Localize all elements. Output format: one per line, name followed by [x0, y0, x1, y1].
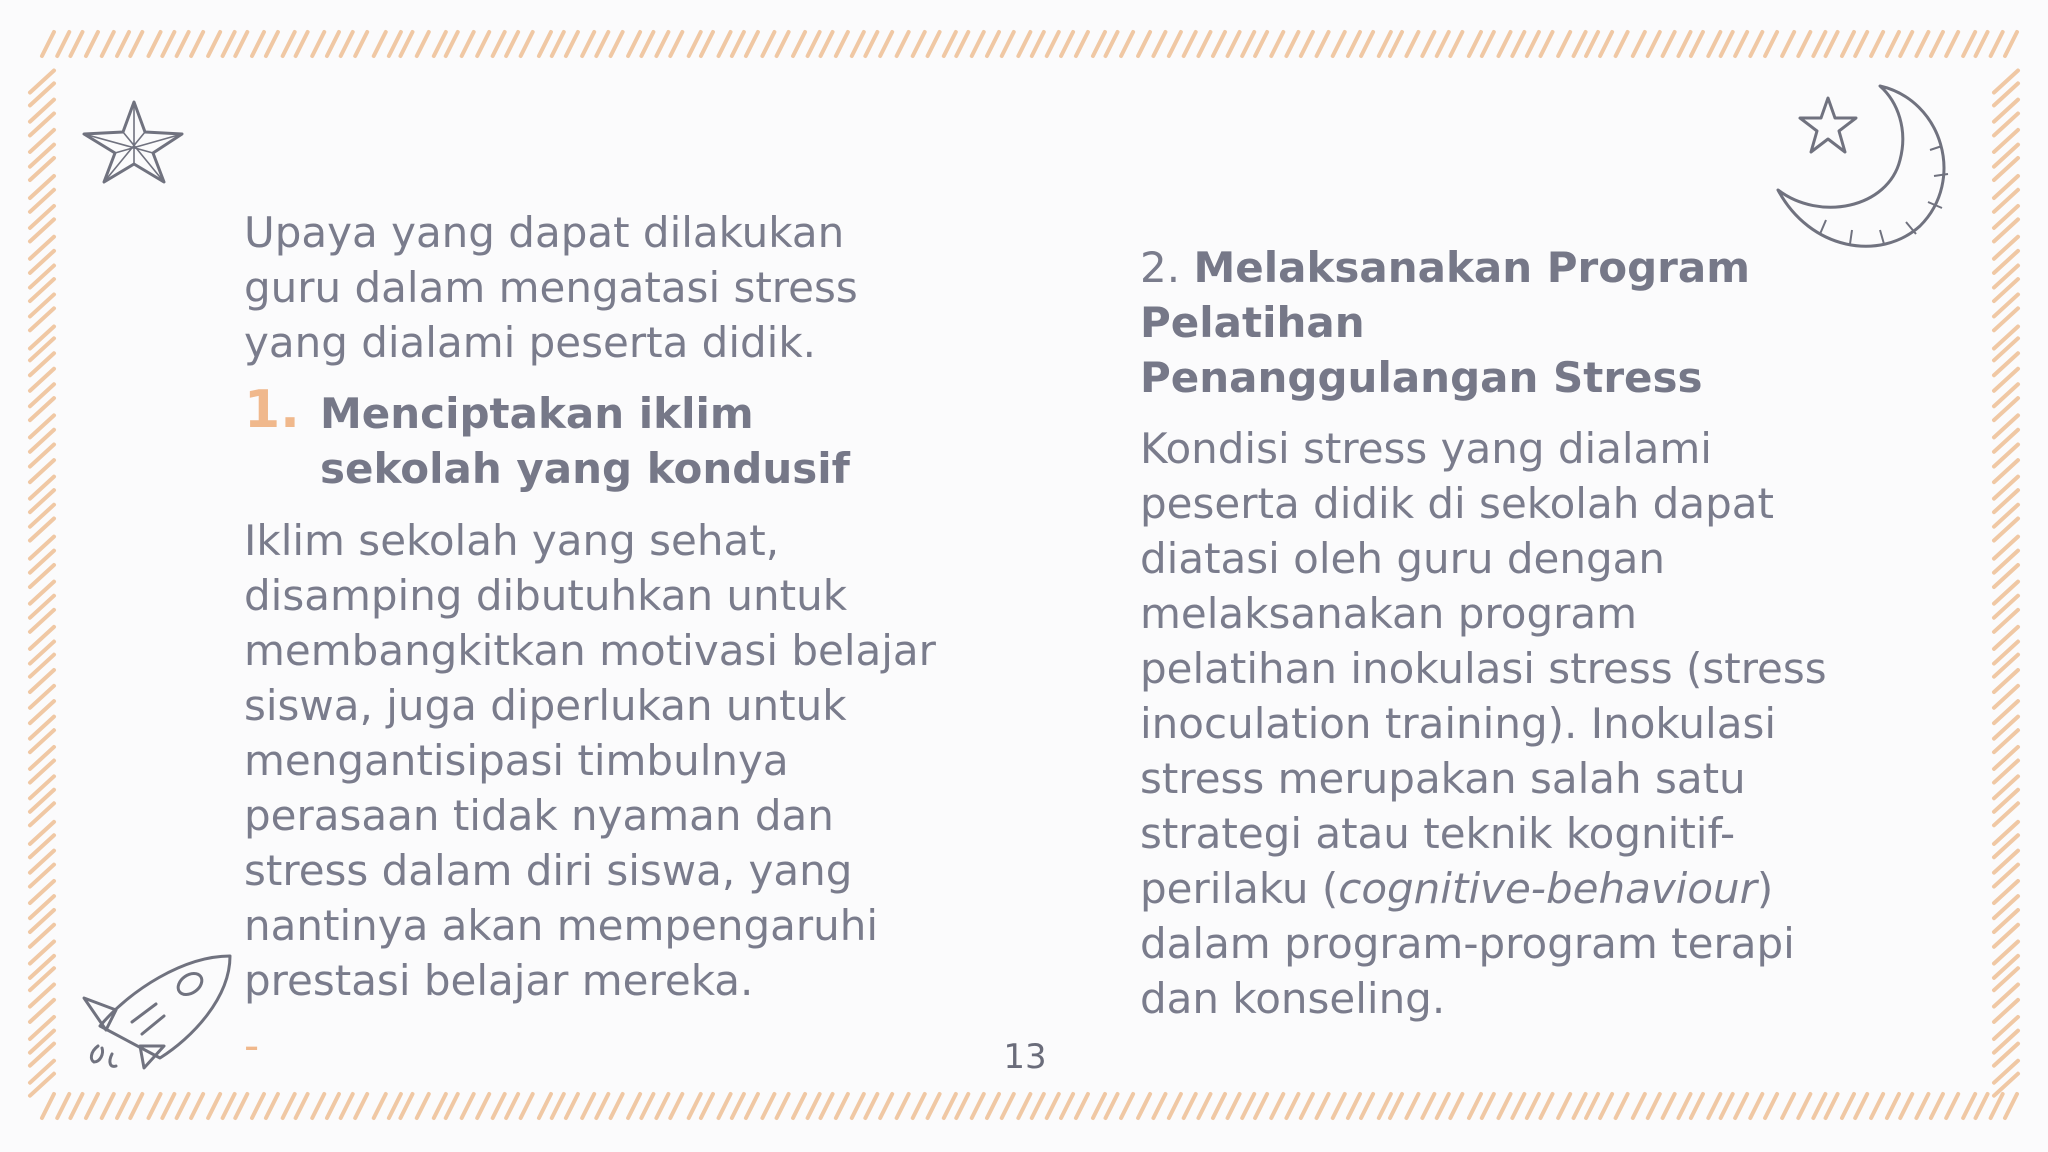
border-hatch-stroke [1498, 32, 1510, 56]
border-hatch-stroke [1541, 32, 1553, 56]
border-hatch-stroke [1121, 1094, 1133, 1118]
border-hatch-stroke [1076, 1094, 1088, 1118]
border-hatch-stroke [1735, 1094, 1747, 1118]
border-hatch-stroke [1633, 32, 1645, 56]
border-hatch-stroke [191, 1094, 203, 1118]
item-2-heading [1140, 240, 1760, 405]
border-hatch-stroke [1900, 32, 1912, 56]
border-hatch-stroke [762, 1094, 774, 1118]
border-hatch-stroke [1994, 327, 2018, 349]
border-hatch-stroke [1271, 1094, 1283, 1118]
border-hatch-stroke [539, 32, 551, 56]
border-hatch-stroke [506, 32, 518, 56]
border-hatch-stroke [1633, 1094, 1645, 1118]
border-hatch-stroke [1586, 1094, 1598, 1118]
border-hatch-stroke [1047, 32, 1059, 56]
moon-star-icon [1770, 80, 1970, 255]
border-hatch-stroke [57, 1094, 69, 1118]
border-hatch-stroke [1691, 32, 1703, 56]
border-hatch-stroke [944, 1094, 956, 1118]
border-hatch-stroke [1348, 1094, 1360, 1118]
border-hatch-stroke [266, 32, 278, 56]
border-hatch-stroke [1963, 32, 1975, 56]
border-hatch-stroke [70, 1094, 82, 1118]
border-hatch-stroke [1093, 32, 1105, 56]
border-hatch-stroke [521, 32, 533, 56]
border-hatch-stroke [777, 1094, 789, 1118]
border-hatch-stroke [1138, 32, 1150, 56]
border-hatch-stroke [852, 1094, 864, 1118]
border-hatch-stroke [865, 32, 877, 56]
border-hatch-stroke [689, 32, 701, 56]
border-hatch-stroke [628, 32, 640, 56]
border-hatch-stroke [1169, 32, 1181, 56]
border-hatch-stroke [70, 32, 82, 56]
border-hatch-stroke [628, 1094, 640, 1118]
border-hatch-stroke [2005, 1094, 2017, 1118]
border-hatch-stroke [793, 32, 805, 56]
border-hatch-stroke [1855, 1094, 1867, 1118]
border-hatch-stroke [1002, 32, 1014, 56]
border-hatch-stroke [1887, 1094, 1899, 1118]
border-hatch-stroke [539, 1094, 551, 1118]
border-hatch-stroke [1871, 32, 1883, 56]
border-hatch-stroke [1361, 32, 1373, 56]
border-hatch-stroke [327, 1094, 339, 1118]
border-hatch-stroke [417, 1094, 429, 1118]
border-hatch-stroke [374, 1094, 386, 1118]
border-hatch-stroke [312, 32, 324, 56]
border-hatch-stroke [1616, 32, 1628, 56]
border-hatch-stroke [880, 32, 892, 56]
border-hatch-stroke [1032, 1094, 1044, 1118]
rocket-icon [80, 946, 240, 1071]
border-hatch-stroke [821, 1094, 833, 1118]
border-hatch-stroke [434, 1094, 446, 1118]
border-hatch-stroke [689, 1094, 701, 1118]
border-hatch-stroke [1574, 32, 1586, 56]
border-hatch-stroke [1333, 1094, 1345, 1118]
border-hatch-stroke [417, 32, 429, 56]
border-hatch-stroke [1963, 1094, 1975, 1118]
border-hatch-stroke [1106, 1094, 1118, 1118]
border-hatch-stroke [1390, 1094, 1402, 1118]
border-hatch-stroke [1735, 32, 1747, 56]
border-hatch-stroke [2005, 32, 2017, 56]
border-hatch-stroke [149, 32, 161, 56]
border-hatch-stroke [1301, 32, 1313, 56]
border-hatch-stroke [462, 32, 474, 56]
border-hatch-stroke [670, 1094, 682, 1118]
border-hatch-stroke [1106, 32, 1118, 56]
border-hatch-stroke [327, 32, 339, 56]
border-hatch-stroke [1301, 1094, 1313, 1118]
border-hatch-stroke [446, 1094, 458, 1118]
border-hatch-stroke [956, 32, 968, 56]
border-hatch-stroke [1317, 32, 1329, 56]
border-hatch-stroke [944, 32, 956, 56]
border-hatch-stroke [283, 32, 295, 56]
border-hatch-stroke [1018, 1094, 1030, 1118]
border-hatch-stroke [1061, 1094, 1073, 1118]
border-hatch-stroke [732, 32, 744, 56]
border-hatch-stroke [296, 1094, 308, 1118]
border-hatch-stroke [821, 32, 833, 56]
border-hatch-stroke [1946, 32, 1958, 56]
item-2-body-italic: cognitive-behaviour [1338, 864, 1757, 913]
border-hatch-stroke [86, 32, 98, 56]
border-hatch-stroke [1271, 32, 1283, 56]
border-hatch-stroke [1813, 1094, 1825, 1118]
border-hatch-stroke [582, 32, 594, 56]
border-hatch-stroke [1855, 32, 1867, 56]
border-hatch-stroke [1691, 1094, 1703, 1118]
border-hatch-stroke [1482, 32, 1494, 56]
border-hatch-stroke [1798, 32, 1810, 56]
border-hatch-stroke [117, 32, 129, 56]
border-hatch-stroke [746, 1094, 758, 1118]
border-hatch-stroke [1286, 32, 1298, 56]
border-hatch-stroke [928, 1094, 940, 1118]
border-hatch-stroke [793, 1094, 805, 1118]
border-hatch-stroke [477, 1094, 489, 1118]
border-hatch-stroke [1121, 32, 1133, 56]
border-hatch-stroke [1379, 32, 1391, 56]
border-hatch-stroke [552, 32, 564, 56]
item-1-number: 1. [244, 380, 300, 440]
border-hatch-stroke [1541, 1094, 1553, 1118]
item-2-number: 2. [1140, 243, 1181, 292]
border-hatch-stroke [1469, 32, 1481, 56]
border-hatch-stroke [1317, 1094, 1329, 1118]
border-hatch-stroke [296, 32, 308, 56]
border-hatch-stroke [1228, 1094, 1240, 1118]
border-hatch-stroke [1871, 1094, 1883, 1118]
border-hatch-stroke [1663, 1094, 1675, 1118]
border-hatch-stroke [719, 1094, 731, 1118]
border-hatch-stroke [777, 32, 789, 56]
border-hatch-stroke [1406, 1094, 1418, 1118]
border-hatch-stroke [355, 32, 367, 56]
border-hatch-stroke [374, 32, 386, 56]
border-hatch-stroke [880, 1094, 892, 1118]
border-hatch-stroke [355, 1094, 367, 1118]
border-hatch-stroke [1076, 32, 1088, 56]
border-hatch-stroke [191, 32, 203, 56]
border-hatch-stroke [1422, 32, 1434, 56]
border-hatch-stroke [1390, 32, 1402, 56]
border-hatch-stroke [1002, 1094, 1014, 1118]
border-hatch-stroke [1406, 32, 1418, 56]
border-hatch-stroke [762, 32, 774, 56]
border-hatch-stroke [1169, 1094, 1181, 1118]
border-hatch-stroke [493, 1094, 505, 1118]
border-hatch-stroke [130, 32, 142, 56]
border-hatch-stroke [1437, 32, 1449, 56]
border-hatch-stroke [972, 32, 984, 56]
border-hatch-stroke [987, 1094, 999, 1118]
border-hatch-stroke [521, 1094, 533, 1118]
border-hatch-stroke [701, 1094, 713, 1118]
border-hatch-stroke [1512, 1094, 1524, 1118]
border-hatch-stroke [852, 32, 864, 56]
border-hatch-stroke [1842, 1094, 1854, 1118]
border-hatch-stroke [719, 32, 731, 56]
border-hatch-stroke [1616, 1094, 1628, 1118]
border-hatch-stroke [1061, 32, 1073, 56]
item-2-body-part1: Kondisi stress yang dialami peserta didik di sekolah dapat diatasi oleh guru dengan melaksanakan program pelatihan inokulasi stress (stress inoculation training). Inokulasi stress merupakan salah satu strategi atau teknik kognitif-perilaku ( [1140, 424, 1827, 913]
border-hatch-stroke [1558, 32, 1570, 56]
border-hatch-stroke [1931, 32, 1943, 56]
border-hatch-stroke [1422, 1094, 1434, 1118]
border-hatch-stroke [1663, 32, 1675, 56]
border-hatch-stroke [732, 1094, 744, 1118]
border-hatch-stroke [208, 1094, 220, 1118]
border-hatch-stroke [913, 32, 925, 56]
border-hatch-stroke [566, 1094, 578, 1118]
border-hatch-stroke [1708, 1094, 1720, 1118]
border-hatch-stroke [434, 32, 446, 56]
border-hatch-stroke [86, 1094, 98, 1118]
border-hatch-stroke [235, 32, 247, 56]
border-hatch-stroke [1826, 1094, 1838, 1118]
border-hatch-stroke [1184, 32, 1196, 56]
border-hatch-stroke [611, 32, 623, 56]
border-hatch-stroke [1586, 32, 1598, 56]
border-hatch-stroke [389, 32, 401, 56]
border-hatch-stroke [1138, 1094, 1150, 1118]
border-hatch-stroke [102, 32, 114, 56]
item-2-body [1140, 421, 1840, 1026]
border-hatch-stroke [223, 32, 235, 56]
border-hatch-stroke [1574, 1094, 1586, 1118]
border-hatch-stroke [252, 1094, 264, 1118]
border-hatch-stroke [1721, 1094, 1733, 1118]
border-hatch-stroke [596, 32, 608, 56]
border-hatch-stroke [341, 1094, 353, 1118]
border-hatch-stroke [1348, 32, 1360, 56]
border-hatch-stroke [1213, 1094, 1225, 1118]
border-hatch-stroke [283, 1094, 295, 1118]
border-hatch-stroke [223, 1094, 235, 1118]
border-hatch-stroke [400, 32, 412, 56]
border-hatch-stroke [235, 1094, 247, 1118]
border-hatch-stroke [162, 32, 174, 56]
border-hatch-stroke [1600, 32, 1612, 56]
border-hatch-stroke [162, 1094, 174, 1118]
border-hatch-stroke [506, 1094, 518, 1118]
border-hatch-stroke [266, 1094, 278, 1118]
border-hatch-stroke [1887, 32, 1899, 56]
border-hatch-stroke [462, 1094, 474, 1118]
border-hatch-stroke [1765, 1094, 1777, 1118]
border-hatch-stroke [1482, 1094, 1494, 1118]
border-hatch-stroke [1379, 1094, 1391, 1118]
border-hatch-stroke [1469, 1094, 1481, 1118]
border-hatch-stroke [897, 32, 909, 56]
border-hatch-stroke [956, 1094, 968, 1118]
border-hatch-stroke [1900, 1094, 1912, 1118]
border-hatch-stroke [836, 1094, 848, 1118]
border-hatch-stroke [746, 32, 758, 56]
item-2-title: Melaksanakan Program Pelatihan Penanggulangan Stress [1140, 243, 1750, 402]
border-hatch-stroke [400, 1094, 412, 1118]
border-hatch-stroke [1450, 1094, 1462, 1118]
border-hatch-stroke [42, 32, 54, 56]
border-hatch-stroke [582, 1094, 594, 1118]
border-hatch-stroke [341, 32, 353, 56]
border-hatch-stroke [477, 32, 489, 56]
border-hatch-stroke [641, 32, 653, 56]
border-hatch-stroke [1286, 1094, 1298, 1118]
border-hatch-stroke [130, 1094, 142, 1118]
item-1-title: Menciptakan iklim sekolah yang kondusif [320, 389, 850, 493]
border-hatch-stroke [566, 32, 578, 56]
border-hatch-stroke [149, 1094, 161, 1118]
border-hatch-stroke [928, 32, 940, 56]
border-hatch-stroke [1750, 32, 1762, 56]
border-hatch-stroke [1527, 32, 1539, 56]
border-hatch-stroke [1093, 1094, 1105, 1118]
border-hatch-stroke [30, 327, 54, 349]
border-hatch-stroke [1946, 1094, 1958, 1118]
border-hatch-stroke [1782, 1094, 1794, 1118]
border-hatch-stroke [701, 32, 713, 56]
border-hatch-stroke [1826, 32, 1838, 56]
border-hatch-stroke [1018, 32, 1030, 56]
border-hatch-stroke [1153, 1094, 1165, 1118]
border-hatch-stroke [1678, 32, 1690, 56]
page-number: 13 [1003, 1037, 1047, 1077]
border-hatch-stroke [1527, 1094, 1539, 1118]
border-hatch-stroke [57, 32, 69, 56]
border-hatch-stroke [1600, 1094, 1612, 1118]
border-hatch-stroke [102, 1094, 114, 1118]
border-hatch-stroke [446, 32, 458, 56]
border-hatch-stroke [808, 32, 820, 56]
border-hatch-stroke [1991, 32, 2003, 56]
border-hatch-stroke [1558, 1094, 1570, 1118]
border-hatch-stroke [972, 1094, 984, 1118]
intro-text: Upaya yang dapat dilakukan guru dalam mengatasi stress yang dialami peserta didik. [244, 208, 858, 367]
star-icon [78, 98, 190, 186]
border-hatch-stroke [1498, 1094, 1510, 1118]
border-hatch-stroke [670, 32, 682, 56]
border-hatch-stroke [1931, 1094, 1943, 1118]
border-hatch-stroke [1255, 1094, 1267, 1118]
border-hatch-stroke [1333, 32, 1345, 56]
border-hatch-stroke [1047, 1094, 1059, 1118]
border-hatch-stroke [1450, 32, 1462, 56]
border-hatch-stroke [1976, 32, 1988, 56]
border-hatch-stroke [1242, 32, 1254, 56]
border-hatch-stroke [596, 1094, 608, 1118]
border-hatch-stroke [208, 32, 220, 56]
border-hatch-stroke [177, 32, 189, 56]
border-hatch-stroke [1721, 32, 1733, 56]
border-hatch-stroke [552, 1094, 564, 1118]
border-hatch-stroke [1153, 32, 1165, 56]
border-hatch-stroke [1798, 1094, 1810, 1118]
border-hatch-stroke [641, 1094, 653, 1118]
border-hatch-stroke [1228, 32, 1240, 56]
border-hatch-stroke [808, 1094, 820, 1118]
border-hatch-stroke [1750, 1094, 1762, 1118]
border-hatch-stroke [1032, 32, 1044, 56]
border-hatch-stroke [1648, 32, 1660, 56]
border-hatch-stroke [1765, 32, 1777, 56]
border-hatch-stroke [1184, 1094, 1196, 1118]
border-hatch-stroke [656, 32, 668, 56]
border-hatch-stroke [1255, 32, 1267, 56]
border-hatch-stroke [1437, 1094, 1449, 1118]
border-hatch-stroke [865, 1094, 877, 1118]
border-hatch-stroke [1648, 1094, 1660, 1118]
border-hatch-stroke [1678, 1094, 1690, 1118]
border-hatch-stroke [1916, 1094, 1928, 1118]
border-hatch-stroke [1782, 32, 1794, 56]
border-hatch-stroke [1361, 1094, 1373, 1118]
border-hatch-stroke [1916, 32, 1928, 56]
border-hatch-stroke [1991, 1094, 2003, 1118]
border-hatch-stroke [656, 1094, 668, 1118]
border-hatch-stroke [987, 32, 999, 56]
border-hatch-stroke [1976, 1094, 1988, 1118]
border-hatch-stroke [177, 1094, 189, 1118]
item-1-body: Iklim sekolah yang sehat, disamping dibutuhkan untuk membangkitkan motivasi belajar siswa, juga diperlukan untuk mengantisipasi timbulnya perasaan tidak nyaman dan stress dalam diri siswa, yang nantinya akan mempengaruhi prestasi belajar mereka. [244, 516, 936, 1005]
border-hatch-stroke [1512, 32, 1524, 56]
item-2-body-part2: ) dalam program-program terapi dan konseling. [1140, 864, 1795, 1023]
border-hatch-stroke [1213, 32, 1225, 56]
border-hatch-stroke [1242, 1094, 1254, 1118]
border-hatch-stroke [1198, 32, 1210, 56]
border-hatch-stroke [1813, 32, 1825, 56]
border-hatch-stroke [1708, 32, 1720, 56]
border-hatch-stroke [252, 32, 264, 56]
border-hatch-stroke [312, 1094, 324, 1118]
border-hatch-stroke [1842, 32, 1854, 56]
trailing-dash: - [244, 1021, 260, 1070]
border-hatch-stroke [897, 1094, 909, 1118]
border-hatch-stroke [117, 1094, 129, 1118]
border-hatch-stroke [836, 32, 848, 56]
border-hatch-stroke [913, 1094, 925, 1118]
border-hatch-stroke [493, 32, 505, 56]
border-hatch-stroke [1198, 1094, 1210, 1118]
border-hatch-stroke [42, 1094, 54, 1118]
border-hatch-stroke [611, 1094, 623, 1118]
border-hatch-stroke [389, 1094, 401, 1118]
